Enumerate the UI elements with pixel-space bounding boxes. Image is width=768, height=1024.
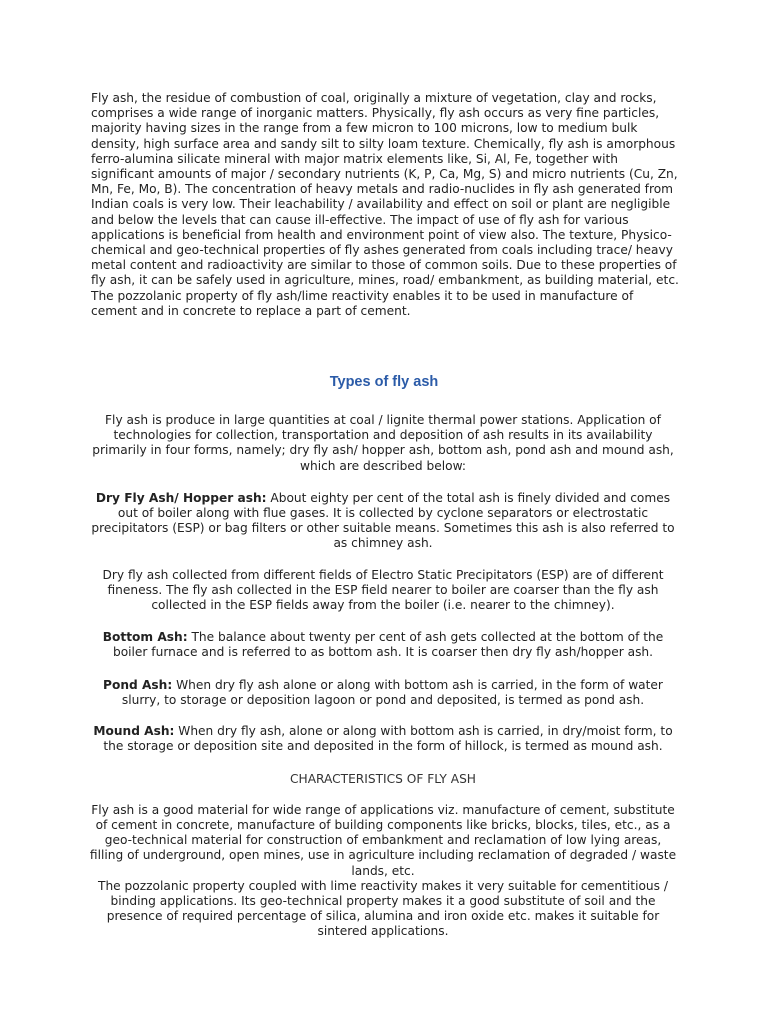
pond-ash-text: When dry fly ash alone or along with bottom ash is carried, in the form of water slurry, to storage or deposition lagoon or pond and deposited, is termed as pond ash. [121,677,663,707]
characteristics-heading: CHARACTERISTICS OF FLY ASH [290,771,476,786]
mound-ash-paragraph [88,724,678,754]
pond-ash-label: Pond Ash: [103,677,173,692]
characteristics-paragraph-1: Fly ash is a good material for wide range of applications viz. manufacture of cement, substitute of cement in concrete, manufacture of building components like bricks, blocks, tiles, etc., as a geo-technical material for construction of embankment and reclamation of low lying areas, filling of underground, open mines, use in agriculture including reclamation of degraded / waste lands, etc. [89,802,677,878]
mound-ash-text: When dry fly ash, alone or along with bottom ash is carried, in dry/moist form, to the storage or deposition site and deposited in the form of hillock, is termed as mound ash. [103,724,673,754]
bottom-ash-label: Bottom Ash: [102,630,188,645]
dry-fly-ash-label: Dry Fly Ash/ Hopper ash: [95,490,267,505]
intro-paragraph: Fly ash, the residue of combustion of coal, originally a mixture of vegetation, clay and rocks, comprises a wide range of inorganic matters. Physically, fly ash occurs as very fine particles, majority having sizes in the range from a few micron to 100 microns, low to medium bulk density, high surface area and sandy silt to silty loam texture. Chemically, fly ash is amorphous ferro-alumina silicate mineral with major matrix elements like, Si, Al, Fe, together with significant amounts of major / secondary nutrients (K, P, Ca, Mg, S) and micro nutrients (Cu, Zn, Mn, Fe, Mo, B). The concentration of heavy metals and radio-nuclides in fly ash generated from Indian coals is very low. Their leachability / availability and effect on soil or plant are negligible and below the levels that can cause ill-effective. The impact of use of fly ash for various applications is beneficial from health and environment point of view also. The texture, Physico-chemical and geo-technical properties of fly ashes generated from coals including trace/ heavy metal content and radioactivity are similar to those of common soils. Due to these properties of fly ash, it can be safely used in agriculture, mines, road/ embankment, as building material, etc. The pozzolanic property of fly ash/lime reactivity enables it to be used in manufacture of cement and in concrete to replace a part of cement. [91,91,679,318]
types-heading: Types of fly ash [329,374,439,391]
mound-ash-label: Mound Ash: [93,724,175,739]
characteristics-paragraph-2: The pozzolanic property coupled with lime reactivity makes it very suitable for cementitious / binding applications. Its geo-technical property makes it a good substitute of soil and the presence of required percentage of silica, alumina and iron oxide etc. makes it suitable for sintered applications. [98,878,668,939]
esp-paragraph: Dry fly ash collected from different fields of Electro Static Precipitators (ESP) are of different fineness. The fly ash collected in the ESP field nearer to boiler are coarser than the fly ash collected in the ESP fields away from the boiler (i.e. nearer to the chimney). [102,567,664,613]
pond-ash-paragraph [88,678,678,708]
bottom-ash-text: The balance about twenty per cent of ash gets collected at the bottom of the boiler furnace and is referred to as bottom ash. It is coarser then dry fly ash/hopper ash. [112,630,664,660]
bottom-ash-paragraph [88,630,678,660]
dry-fly-ash-text: About eighty per cent of the total ash is finely divided and comes out of boiler along with flue gases. It is collected by cyclone separators or electrostatic precipitators (ESP) or bag filters or other suitable means. Sometimes this ash is also referred to as chimney ash. [91,490,675,551]
types-intro-paragraph: Fly ash is produce in large quantities at coal / lignite thermal power stations. Application of technologies for collection, transportation and deposition of ash results in its availability primarily in four forms, namely; dry fly ash/ hopper ash, bottom ash, pond ash and mound ash, which are described below: [92,413,674,473]
dry-fly-ash-paragraph [88,491,678,552]
